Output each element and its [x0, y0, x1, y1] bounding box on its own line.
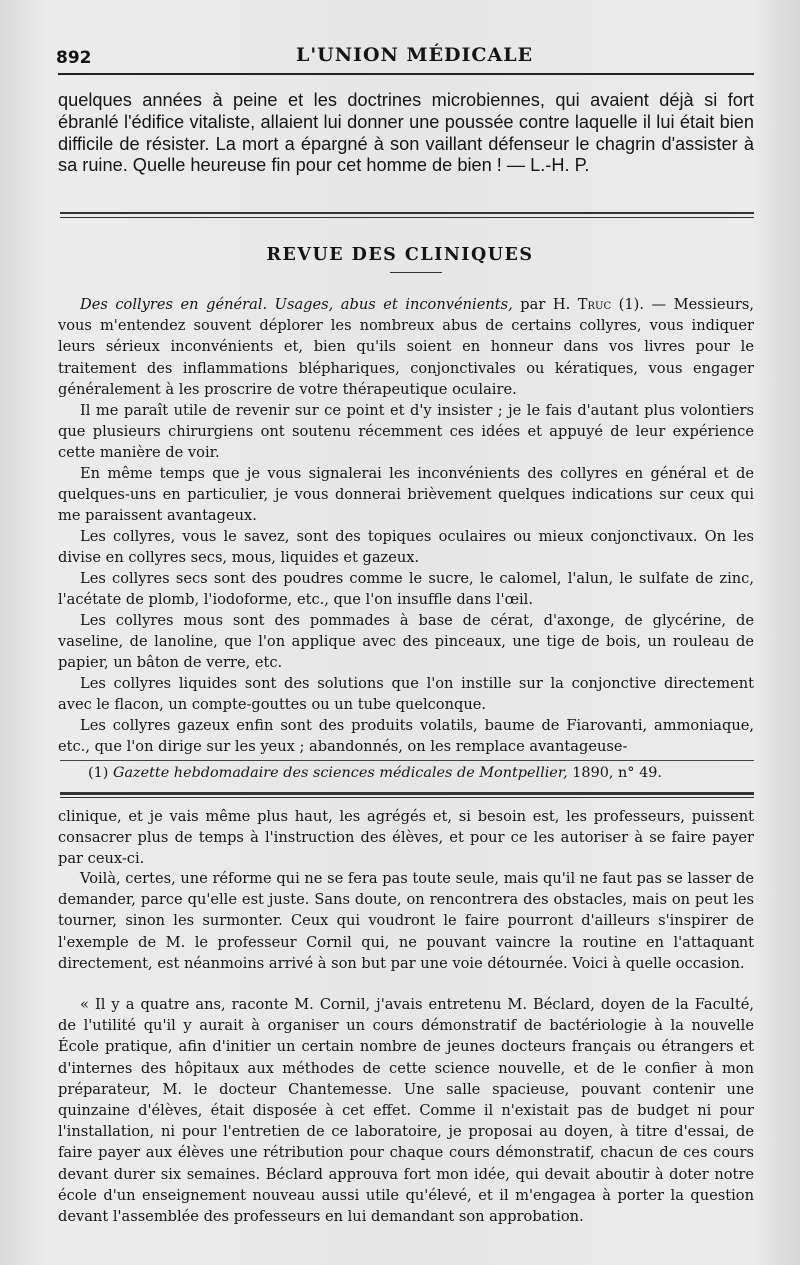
article-paragraph: Les collyres secs sont des poudres comme le sucre, le calomel, l'alun, le sulfate de zinc, l'acétate de plomb, l'iodoforme, etc., que l'on insuffle dans l'œil. [58, 570, 754, 609]
article-paragraph: Les collyres gazeux enfin sont des produits volatils, baume de Fiarovanti, ammoniaque, etc., que l'on dirige sur les yeux ; abandonnés, on les remplace avantageuse- [58, 717, 754, 756]
page-header [56, 40, 756, 74]
article-paragraph: Les collyres liquides sont des solutions que l'on instille sur la conjonctive directement avec le flacon, un compte-gouttes ou un tube quelconque. [58, 675, 754, 714]
article-opening [58, 294, 754, 400]
footnote-marker: (1) [88, 765, 109, 781]
obituary-paragraph: quelques années à peine et les doctrines microbiennes, qui avaient déjà si fort ébranlé l'édifice vitaliste, allaient lui donner une poussée contre laquelle il lui était bien difficile de résister. La mort a épargné à son vaillant défenseur le chagrin d'assister à sa ruine. Quelle heureuse fin pour cet homme de bien ! — L.-H. P. [58, 90, 754, 176]
running-title: L'UNION MÉDICALE [296, 44, 534, 66]
footnote-source: Gazette hebdomadaire des sciences médicales de Montpellier, [112, 765, 568, 781]
footnote-rule [60, 760, 754, 761]
article-paragraph: Il me paraît utile de revenir sur ce point et d'y insister ; je le fais d'autant plus volontiers que plusieurs chirurgiens ont soutenu récemment ces idées et appuyé de leur expérience cette manière de voir. [58, 402, 754, 462]
footnote-ref: (1). [618, 296, 644, 313]
continuation-paragraph: Voilà, certes, une réforme qui ne se fera pas toute seule, mais qu'il ne faut pas se lasser de demander, parce qu'elle est juste. Sans doute, on rencontrera des obstacles, mais on peut les tourner, sinon les surmonter. Ceux qui voudront le faire pourront d'ailleurs s'inspirer de l'exemple de M. le professeur Cornil qui, ne pouvant vaincre la routine en l'attaquant directement, est néanmoins arrivé à son but par une voie détournée. Voici à quelle occasion. [58, 870, 754, 972]
article-title: Des collyres en général. Usages, abus et inconvénients, [80, 296, 513, 313]
footnote [88, 765, 662, 781]
article-paragraph: En même temps que je vous signalerai les inconvénients des collyres en général et de quelques-uns en particulier, je vous donnerai brièvement quelques indications sur ceux qui me paraissent avantageux. [58, 465, 754, 525]
article-paragraph: Les collyres mous sont des pommades à base de cérat, d'axonge, de glycérine, de vaseline, de lanoline, que l'on applique avec des pinceaux, une tige de bois, un rouleau de papier, un bâton de verre, etc. [58, 612, 754, 672]
article-paragraph: Les collyres, vous le savez, sont des topiques oculaires ou mieux conjonctivaux. On les divise en collyres secs, mous, liquides et gazeux. [58, 528, 754, 567]
page-number: 892 [56, 48, 92, 68]
continuation-paragraph: « Il y a quatre ans, raconte M. Cornil, j'avais entretenu M. Béclard, doyen de la Faculté, de l'utilité qu'il y aurait à organiser un cours démonstratif de bactériologie à la nouvelle École pratique, afin d'initier un certain nombre de jeunes docteurs français ou étrangers et d'internes des hôpitaux aux méthodes de cette science nouvelle, et de le confier à mon préparateur, M. le docteur Chantemesse. Une salle spacieuse, pouvant contenir une quinzaine d'élèves, était disposée à cet effet. Comme il n'existait pas de budget ni pour l'installation, ni pour l'entretien de ce laboratoire, je proposai au doyen, à titre d'essai, de faire payer aux élèves une rétribution pour chaque cours démonstratif, chacun de ces cours devant durer six semaines. Béclard approuva fort mon idée, qui devait aboutir à doter notre école d'un enseignement nouveau aussi utile qu'élevé, et il m'engagea à porter la question devant l'assemblée des professeurs en lui demandant son approbation. [58, 996, 754, 1226]
continuation-opening: clinique, et je vais même plus haut, les agrégés et, si besoin est, les professeurs, puissent consacrer plus de temps à l'instruction des élèves, et pour ce les autoriser à se faire payer par ceux-ci. [58, 808, 754, 868]
header-rule [58, 73, 754, 75]
section-separator-bottom [60, 792, 754, 798]
section-separator [60, 212, 754, 218]
opening-text: — Messieurs, vous m'entendez souvent déplorer les nombreux abus de certains collyres, vous indiquer leurs sérieux inconvénients et, bien qu'ils soient en honneur dans vos livres pour le traitement des inflammations bléphariques, conjonctivales ou kératiques, vous engager généralement à les proscrire de votre thérapeutique oculaire. [58, 296, 755, 398]
footnote-details: 1890, n° 49. [572, 765, 662, 781]
section-title: REVUE DES CLINIQUES [266, 245, 534, 265]
author-name: Truc [577, 296, 612, 313]
title-rule [390, 272, 442, 273]
author-prefix: par H. [520, 296, 571, 313]
